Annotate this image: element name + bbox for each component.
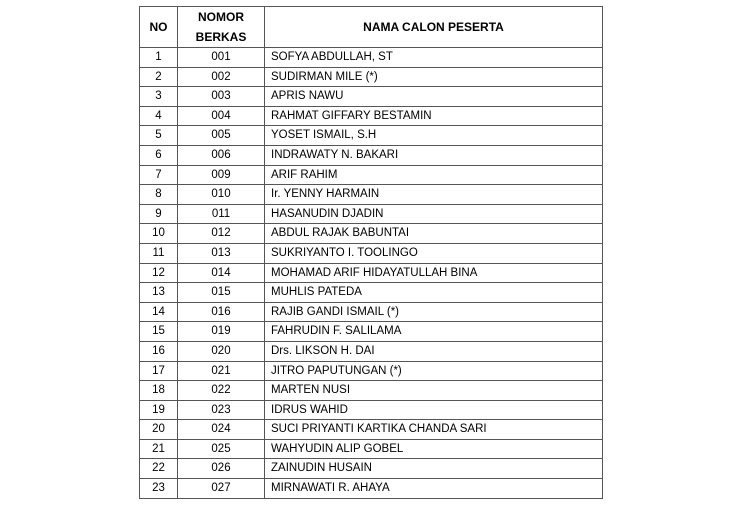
table-row — [140, 204, 603, 224]
row-nama-peserta: IDRUS WAHID — [265, 400, 603, 420]
table-row — [140, 341, 603, 361]
row-number: 1 — [140, 48, 178, 68]
table-row — [140, 224, 603, 244]
row-number: 6 — [140, 145, 178, 165]
row-nomor-berkas: 026 — [178, 459, 265, 479]
row-number: 15 — [140, 322, 178, 342]
row-number: 13 — [140, 283, 178, 303]
row-nama-peserta: SUDIRMAN MILE (*) — [265, 67, 603, 87]
footnote-cutoff — [60, 506, 700, 520]
row-nomor-berkas: 025 — [178, 439, 265, 459]
header-nomor-berkas — [178, 7, 265, 48]
row-number: 23 — [140, 479, 178, 499]
row-number: 9 — [140, 204, 178, 224]
table-row — [140, 322, 603, 342]
row-nomor-berkas: 019 — [178, 322, 265, 342]
row-nomor-berkas: 014 — [178, 263, 265, 283]
row-number: 19 — [140, 400, 178, 420]
row-number: 22 — [140, 459, 178, 479]
table-row — [140, 459, 603, 479]
table-row — [140, 420, 603, 440]
row-nama-peserta: SUCI PRIYANTI KARTIKA CHANDA SARI — [265, 420, 603, 440]
row-nama-peserta: WAHYUDIN ALIP GOBEL — [265, 439, 603, 459]
row-number: 10 — [140, 224, 178, 244]
row-nomor-berkas: 024 — [178, 420, 265, 440]
row-nama-peserta: MUHLIS PATEDA — [265, 283, 603, 303]
table-row — [140, 126, 603, 146]
row-nama-peserta: MARTEN NUSI — [265, 381, 603, 401]
row-nama-peserta: ABDUL RAJAK BABUNTAI — [265, 224, 603, 244]
table-row — [140, 87, 603, 107]
row-number: 2 — [140, 67, 178, 87]
row-number: 20 — [140, 420, 178, 440]
row-nomor-berkas: 009 — [178, 165, 265, 185]
table-row — [140, 283, 603, 303]
row-nama-peserta: HASANUDIN DJADIN — [265, 204, 603, 224]
row-nama-peserta: Drs. LIKSON H. DAI — [265, 341, 603, 361]
row-nama-peserta: APRIS NAWU — [265, 87, 603, 107]
row-nama-peserta: YOSET ISMAIL, S.H — [265, 126, 603, 146]
header-berkas-line2: BERKAS — [195, 30, 247, 44]
row-nomor-berkas: 027 — [178, 479, 265, 499]
row-nama-peserta: SOFYA ABDULLAH, ST — [265, 48, 603, 68]
row-nama-peserta: MOHAMAD ARIF HIDAYATULLAH BINA — [265, 263, 603, 283]
row-number: 21 — [140, 439, 178, 459]
row-number: 17 — [140, 361, 178, 381]
table-header-row — [140, 7, 603, 48]
row-nomor-berkas: 004 — [178, 106, 265, 126]
row-nama-peserta: FAHRUDIN F. SALILAMA — [265, 322, 603, 342]
row-nomor-berkas: 013 — [178, 243, 265, 263]
row-nomor-berkas: 023 — [178, 400, 265, 420]
table-row — [140, 48, 603, 68]
table-row — [140, 185, 603, 205]
row-number: 4 — [140, 106, 178, 126]
row-nomor-berkas: 020 — [178, 341, 265, 361]
table-body — [140, 48, 603, 499]
table-row — [140, 263, 603, 283]
row-nomor-berkas: 003 — [178, 87, 265, 107]
row-nama-peserta: INDRAWATY N. BAKARI — [265, 145, 603, 165]
header-berkas-line1: NOMOR — [198, 10, 244, 24]
row-nomor-berkas: 006 — [178, 145, 265, 165]
row-nomor-berkas: 011 — [178, 204, 265, 224]
row-nomor-berkas: 021 — [178, 361, 265, 381]
row-number: 8 — [140, 185, 178, 205]
row-nomor-berkas: 010 — [178, 185, 265, 205]
row-nomor-berkas: 012 — [178, 224, 265, 244]
row-nama-peserta: JITRO PAPUTUNGAN (*) — [265, 361, 603, 381]
document-page — [139, 6, 602, 499]
row-nama-peserta: RAJIB GANDI ISMAIL (*) — [265, 302, 603, 322]
row-nomor-berkas: 005 — [178, 126, 265, 146]
row-nama-peserta: RAHMAT GIFFARY BESTAMIN — [265, 106, 603, 126]
table-row — [140, 400, 603, 420]
table-row — [140, 145, 603, 165]
row-nama-peserta: SUKRIYANTO I. TOOLINGO — [265, 243, 603, 263]
header-nama-calon-peserta: NAMA CALON PESERTA — [265, 7, 603, 48]
row-nama-peserta: ARIF RAHIM — [265, 165, 603, 185]
row-number: 12 — [140, 263, 178, 283]
table-row — [140, 361, 603, 381]
table-row — [140, 243, 603, 263]
row-number: 5 — [140, 126, 178, 146]
row-number: 16 — [140, 341, 178, 361]
row-nomor-berkas: 016 — [178, 302, 265, 322]
row-nomor-berkas: 015 — [178, 283, 265, 303]
table-row — [140, 381, 603, 401]
row-nama-peserta: ZAINUDIN HUSAIN — [265, 459, 603, 479]
table-row — [140, 479, 603, 499]
table-row — [140, 67, 603, 87]
table-row — [140, 106, 603, 126]
row-nomor-berkas: 001 — [178, 48, 265, 68]
row-number: 18 — [140, 381, 178, 401]
participant-table — [139, 6, 603, 499]
row-nomor-berkas: 002 — [178, 67, 265, 87]
row-nama-peserta: Ir. YENNY HARMAIN — [265, 185, 603, 205]
row-number: 11 — [140, 243, 178, 263]
row-number: 3 — [140, 87, 178, 107]
header-no: NO — [140, 7, 178, 48]
table-row — [140, 439, 603, 459]
table-row — [140, 302, 603, 322]
row-number: 14 — [140, 302, 178, 322]
table-row — [140, 165, 603, 185]
row-number: 7 — [140, 165, 178, 185]
row-nama-peserta: MIRNAWATI R. AHAYA — [265, 479, 603, 499]
row-nomor-berkas: 022 — [178, 381, 265, 401]
